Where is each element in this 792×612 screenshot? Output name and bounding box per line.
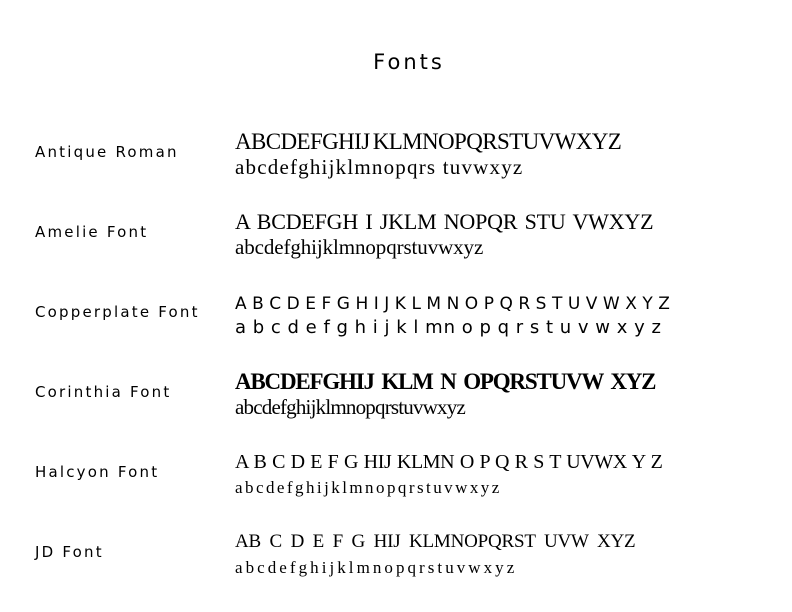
uppercase-sample: A B C D E F G HIJ KLMN O P Q R S T UVWX Y Z xyxy=(235,451,663,473)
lowercase-sample: a b c d e f g h i j k l mn o p q r s t u v w x y z xyxy=(235,317,662,338)
page-title: Fonts xyxy=(373,50,445,74)
uppercase-sample: A BCDEFGH I JKLM NOPQR STU VWXYZ xyxy=(235,209,654,234)
font-row-corinthia xyxy=(0,369,792,443)
font-name-label: Halcyon Font xyxy=(35,463,160,481)
lowercase-sample: a b c d e f g h i j k l m n o p q r s t u v w x y z xyxy=(235,478,499,497)
font-row-amelie xyxy=(0,209,792,283)
font-row-jd xyxy=(0,531,792,603)
uppercase-sample: ABCDEFGHIJ KLM N OPQRSTUVW XYZ xyxy=(235,369,656,394)
uppercase-sample: AB C D E F G HIJ KLMNOPQRST UVW XYZ xyxy=(235,531,636,552)
font-name-label: JD Font xyxy=(35,543,104,561)
font-row-halcyon xyxy=(0,451,792,523)
font-name-label: Amelie Font xyxy=(35,223,149,241)
lowercase-sample: a b c d e f g h i j k l m n o p q r s t u v w x y z xyxy=(235,558,515,577)
font-name-label: Copperplate Font xyxy=(35,303,200,321)
lowercase-sample: abcdefghijklmnopqrstuvwxyz xyxy=(235,395,465,419)
font-row-copperplate xyxy=(0,294,792,363)
font-name-label: Corinthia Font xyxy=(35,383,172,401)
lowercase-sample: abcdefghijklmnopqrs tuvwxyz xyxy=(235,155,524,179)
font-row-antique-roman xyxy=(0,129,792,203)
uppercase-sample: A B C D E F G H I J K L M N O P Q R S T U V W X Y Z xyxy=(235,294,671,314)
font-name-label: Antique Roman xyxy=(35,143,179,161)
uppercase-sample: ABCDEFGHIJ KLMNOPQRSTUVWXYZ xyxy=(235,129,622,154)
lowercase-sample: abcdefghijklmnopqrstuvwxyz xyxy=(235,235,484,259)
